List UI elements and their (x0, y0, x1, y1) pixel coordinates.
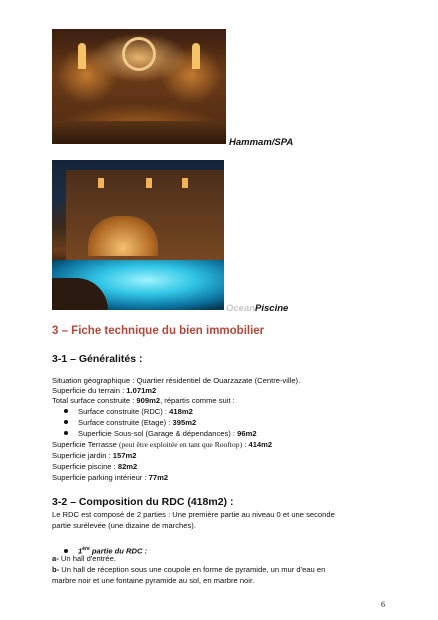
bullet-value: 395m2 (172, 418, 197, 427)
part-number: 1 (78, 546, 83, 556)
pool-caption-text: Piscine (255, 303, 289, 314)
part-text: partie du RDC : (89, 546, 148, 556)
lit-window (182, 178, 188, 188)
total-line (52, 396, 235, 406)
terrain-label: Superficie du terrain : (52, 386, 127, 395)
total-label: Total surface construite : (52, 396, 137, 405)
item-a-text: Un hall d'entrée. (58, 554, 116, 563)
jardin-line (52, 451, 136, 461)
item-b-line-1 (52, 565, 325, 575)
dome-arch (122, 37, 156, 71)
bullet-label: Superficie Sous-sol (Garage & dépendances) : (78, 429, 238, 438)
terrasse-label: Superficie Terrasse (52, 440, 119, 449)
piscine-label: Superficie piscine : (52, 462, 118, 471)
part-superscript: ère (82, 546, 90, 552)
item-b-text: Un hall de réception sous une coupole en forme de pyramide, un mur d'eau en (59, 565, 326, 574)
piscine-line (52, 462, 137, 472)
pool-photo (52, 160, 224, 310)
parking-label: Superficie parking intérieur : (52, 473, 149, 482)
item-b-label: b- (52, 565, 60, 574)
hammam-caption: Hammam/SPA (229, 137, 294, 148)
bullet-label: Surface construite (RDC) : (78, 407, 170, 416)
lantern-window-left (78, 43, 86, 69)
terrain-value: 1.071m2 (126, 386, 157, 395)
bullet-item (64, 407, 193, 417)
lit-window (98, 178, 104, 188)
hammam-photo (52, 29, 226, 144)
parking-line (52, 473, 168, 483)
section-3-title: 3 – Fiche technique du bien immobilier (52, 325, 265, 337)
pool-caption-overlay: Ocean (226, 303, 256, 314)
piscine-value: 82m2 (117, 462, 138, 471)
parking-value: 77m2 (148, 473, 169, 482)
terrasse-note: (peut être exploitée en tant que Rooftop) (118, 440, 243, 449)
rdc-paragraph-line-1: Le RDC est composé de 2 parties : Une première partie au niveau 0 et une seconde (52, 510, 335, 519)
total-suffix: , répartis comme suit : (160, 396, 235, 405)
bullet-dot (64, 420, 68, 424)
page-number: 6 (381, 600, 385, 609)
lantern-window-right (192, 43, 200, 69)
jardin-value: 157m2 (112, 451, 137, 460)
bullet-value: 418m2 (169, 407, 193, 416)
terrasse-sep: : (242, 440, 249, 449)
item-b-line-2: marbre noir et une fontaine pyramide au sol, en marbre noir. (52, 576, 255, 585)
bullet-item (64, 418, 196, 428)
marble-bench (52, 121, 226, 144)
bullet-value: 96m2 (237, 429, 257, 438)
bullet-dot (64, 549, 68, 553)
jardin-label: Superficie jardin : (52, 451, 113, 460)
lit-window (146, 178, 152, 188)
item-a-label: a- (52, 554, 59, 563)
terrasse-line (52, 440, 272, 450)
total-value: 909m2 (136, 396, 161, 405)
item-a (52, 554, 116, 564)
terrain-line (52, 386, 156, 396)
bullet-dot (64, 409, 68, 413)
terrasse-value: 414m2 (248, 440, 273, 449)
rdc-paragraph-line-2: partie surélevée (une dizaine de marches). (52, 521, 196, 530)
bullet-label: Surface construite (Etage) : (78, 418, 173, 427)
bullet-dot (64, 431, 68, 435)
situation-line: Situation géographique : Quartier résidentiel de Ouarzazate (Centre-ville). (52, 376, 301, 385)
pool-caption (226, 303, 288, 314)
section-3-2-title: 3-2 – Composition du RDC (418m2) : (52, 496, 234, 508)
section-3-1-title: 3-1 – Généralités : (52, 353, 143, 365)
bullet-item (64, 429, 257, 439)
